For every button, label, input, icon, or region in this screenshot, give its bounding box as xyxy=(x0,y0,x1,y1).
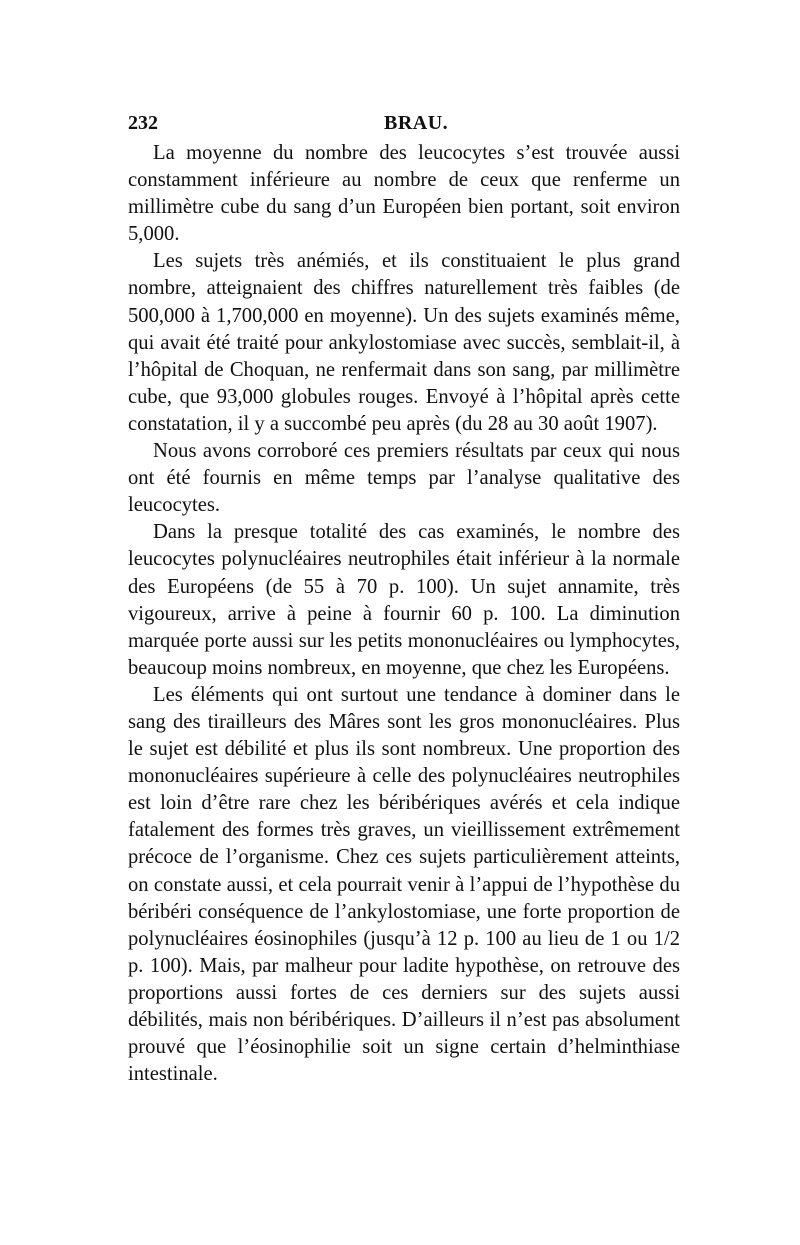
document-page xyxy=(128,112,680,1088)
paragraph-qualitative-analysis: Nous avons corroboré ces premiers résultats par ceux qui nous ont été fournis en même temps par l’analyse qualitative des leucocytes. xyxy=(128,440,680,517)
body-text xyxy=(128,140,680,1088)
paragraph-anemic-subjects: Les sujets très anémiés, et ils constituaient le plus grand nombre, atteignaient des chiffres naturellement très faibles (de 500,000 à 1,700,000 en moyenne). Un des sujets examinés même, qui avait été traité pour ankylostomiase avec succès, semblait-il, à l’hôpital de Choquan, ne renfermait dans son sang, par millimètre cube, que 93,000 globules rouges. Envoyé à l’hôpital après cette constatation, il y a succombé peu après (du 28 au 30 août 1907). xyxy=(128,250,680,435)
page-header xyxy=(128,112,680,140)
running-head-author: BRAU. xyxy=(384,112,449,134)
page-number: 232 xyxy=(128,112,158,134)
paragraph-large-mononuclears: Les éléments qui ont surtout une tendance à dominer dans le sang des tirailleurs des Mâres sont les gros mononucléaires. Plus le sujet est débilité et plus ils sont nombreux. Une proportion des mononucléaires supérieure à celle des polynucléaires neutrophiles est loin d’être rare chez les béribériques avérés et cela indique fatalement des formes très graves, un vieillissement extrêmement précoce de l’organisme. Chez ces sujets particulièrement atteints, on constate aussi, et cela pourrait venir à l’appui de l’hypothèse du béribéri conséquence de l’ankylostomiase, une forte proportion de polynucléaires éosinophiles (jusqu’à 12 p. 100 au lieu de 1 ou 1/2 p. 100). Mais, par malheur pour ladite hypothèse, on retrouve des proportions aussi fortes de ces derniers sur des sujets aussi débilités, mais non béribériques. D’ailleurs il n’est pas absolument prouvé que l’éosinophilie soit un signe certain d’helminthiase intestinale. xyxy=(128,683,680,1086)
paragraph-polynuclear-neutrophils: Dans la presque totalité des cas examinés, le nombre des leucocytes polynucléaires neutrophiles était inférieur à la normale des Européens (de 55 à 70 p. 100). Un sujet annamite, très vigoureux, arrive à peine à fournir 60 p. 100. La diminution marquée porte aussi sur les petits mononucléaires ou lymphocytes, beaucoup moins nombreux, en moyenne, que chez les Européens. xyxy=(128,521,680,679)
paragraph-leucocytes-average: La moyenne du nombre des leucocytes s’est trouvée aussi constamment inférieure au nombre de ceux que renferme un millimètre cube du sang d’un Européen bien portant, soit environ 5,000. xyxy=(128,142,680,246)
